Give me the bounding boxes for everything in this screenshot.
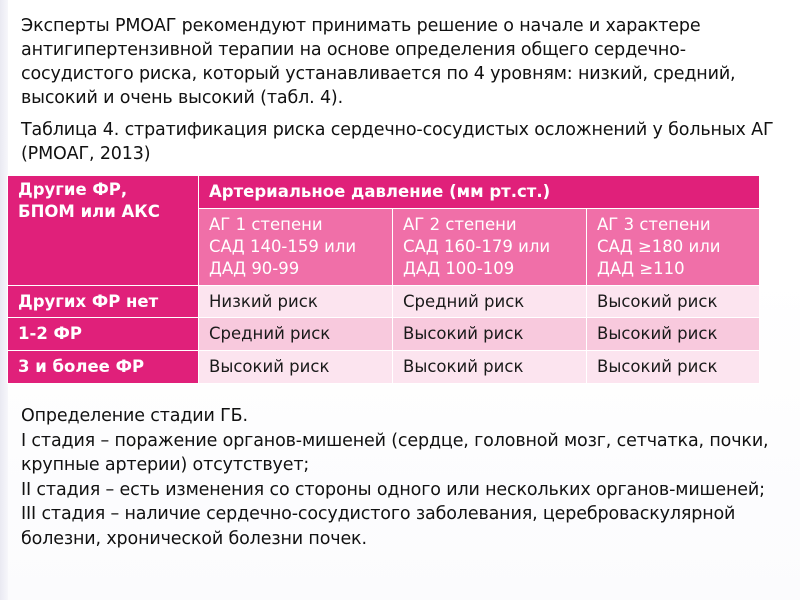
column-header-line: САД 160-179 или xyxy=(403,237,551,256)
column-header-line: САД 140-159 или xyxy=(209,237,357,256)
risk-cell: Высокий риск xyxy=(587,286,760,318)
column-header-line: САД ≥180 или xyxy=(597,237,721,256)
table-row xyxy=(8,286,760,318)
column-header-line: ДАД 100-109 xyxy=(403,259,515,278)
stage-1-text: I стадия – поражение органов-мишеней (сердце, головной мозг, сетчатка, почки, крупные артерии) отсутствует; xyxy=(21,430,769,475)
column-header-line: ДАД 90-99 xyxy=(209,259,300,278)
risk-cell: Высокий риск xyxy=(587,318,760,351)
intro-paragraph: Эксперты РМОАГ рекомендуют принимать решение о начале и характере антигипертензивной терапии на основе определения общего сердечно-сосудистого риска, который устанавливается по 4 уровням: низкий, средний, высокий и очень высокий (табл. 4). xyxy=(21,16,736,108)
risk-cell: Высокий риск xyxy=(587,351,760,384)
stages-section xyxy=(21,404,781,551)
row-label: Других ФР нет xyxy=(8,286,199,318)
risk-cell: Средний риск xyxy=(393,286,587,318)
row-label: 3 и более ФР xyxy=(8,351,199,384)
risk-stratification-table xyxy=(7,175,760,384)
column-header-line: ДАД ≥110 xyxy=(597,259,685,278)
slide-content xyxy=(21,14,781,166)
table-row xyxy=(8,318,760,351)
risk-cell: Высокий риск xyxy=(393,351,587,384)
column-header-line: АГ 1 степени xyxy=(209,215,323,234)
risk-cell: Высокий риск xyxy=(393,318,587,351)
risk-cell: Средний риск xyxy=(199,318,393,351)
column-header-ag2 xyxy=(393,209,587,286)
column-header-ag1 xyxy=(199,209,393,286)
table-header-row xyxy=(8,176,760,209)
stage-3-text: III стадия – наличие сердечно-сосудистого заболевания, цереброваскулярной болезни, хронической болезни почек. xyxy=(21,504,736,549)
row-label: 1-2 ФР xyxy=(8,318,199,351)
corner-header: Другие ФР, БПОМ или АКС xyxy=(8,176,199,286)
blood-pressure-group-header: Артериальное давление (мм рт.ст.) xyxy=(199,176,760,209)
risk-cell: Высокий риск xyxy=(199,351,393,384)
stage-2-text: II стадия – есть изменения со стороны одного или нескольких органов-мишеней; xyxy=(21,479,765,500)
table-caption: Таблица 4. стратификация риска сердечно-сосудистых осложнений у больных АГ (РМОАГ, 2013) xyxy=(21,120,774,164)
column-header-ag3 xyxy=(587,209,760,286)
table-row xyxy=(8,351,760,384)
column-header-line: АГ 3 степени xyxy=(597,215,711,234)
column-header-line: АГ 2 степени xyxy=(403,215,517,234)
stages-title: Определение стадии ГБ. xyxy=(21,406,248,426)
risk-cell: Низкий риск xyxy=(199,286,393,318)
